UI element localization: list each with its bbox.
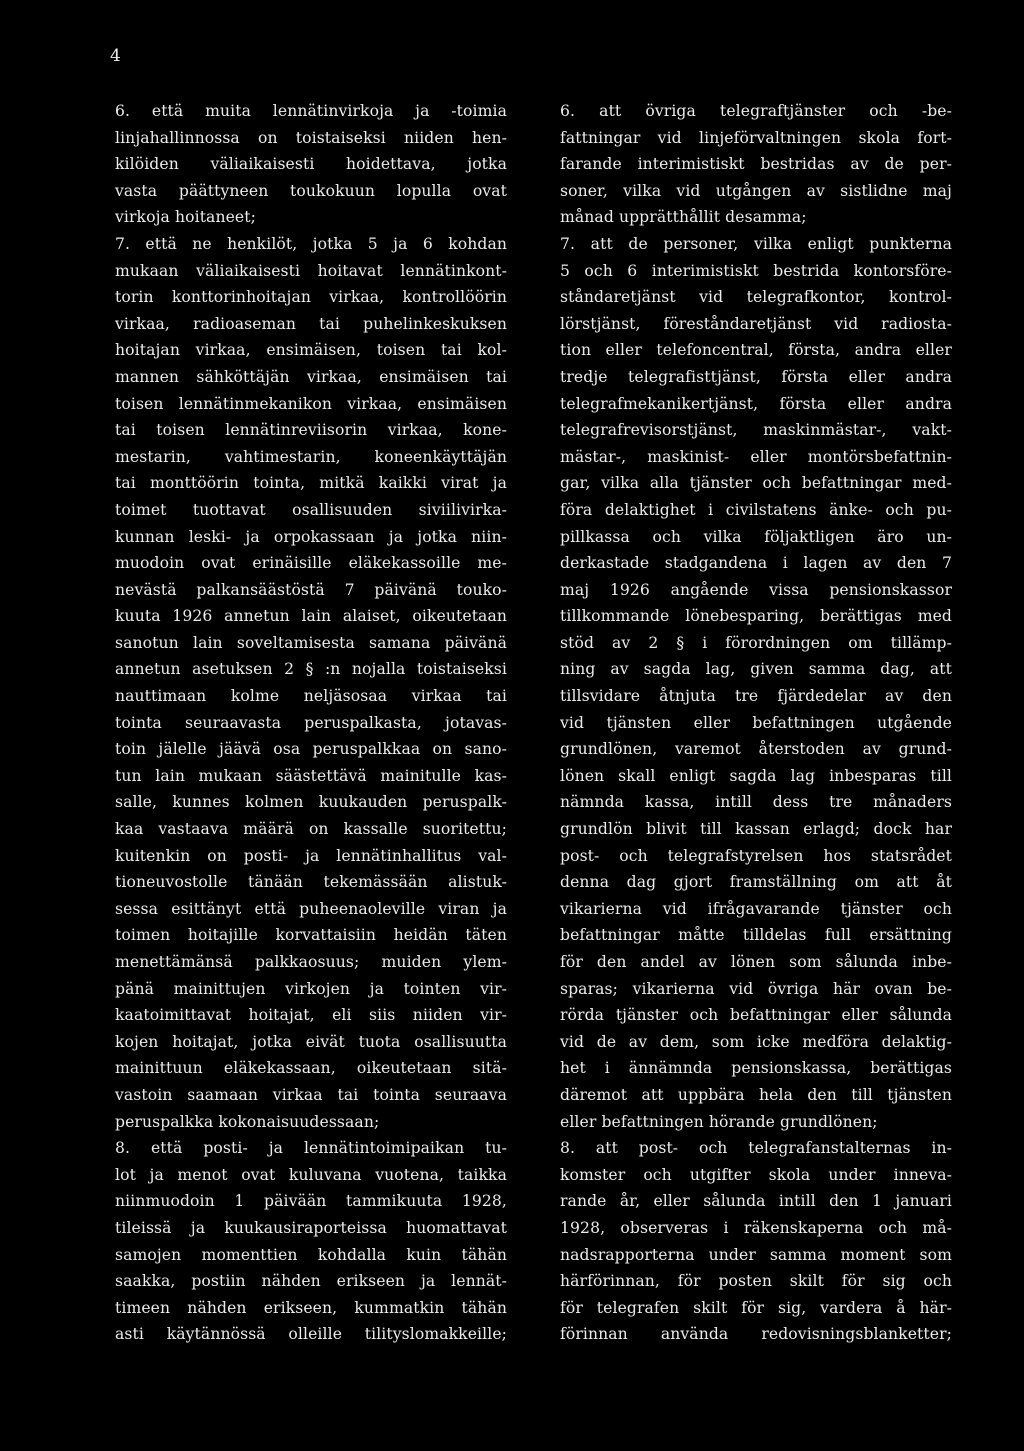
finnish-text-line: tai monttöörin tointa, mitkä kaikki virat ja xyxy=(115,474,507,493)
finnish-text-line: mestarin, vahtimestarin, koneenkäyttäjän xyxy=(115,447,507,466)
swedish-text-line: ning av sagda lag, given samma dag, att xyxy=(560,660,952,679)
swedish-text-line: rande år, eller sålunda intill den 1 januari xyxy=(560,1192,952,1211)
swedish-text-line: rörda tjänster och befattningar eller sålunda xyxy=(560,1006,952,1025)
finnish-text-line: kaatoimittavat hoitajat, eli siis niiden vir- xyxy=(115,1006,507,1025)
swedish-text-line: vikarierna vid ifrågavarande tjänster och xyxy=(560,899,952,918)
finnish-text-line: timeen nähden erikseen, kummatkin tähän xyxy=(115,1298,507,1317)
finnish-text-line: sessa esittänyt että puheenaoleville viran ja xyxy=(115,899,507,918)
finnish-text-line: toimet tuottavat osallisuuden siviilivirka- xyxy=(115,500,507,519)
swedish-column xyxy=(560,98,952,1348)
swedish-text-line: 6. att övriga telegraftjänster och -be- xyxy=(560,102,952,120)
swedish-text-line: vid tjänsten eller befattningen utgående xyxy=(560,713,952,732)
swedish-text-line: het i ännämnda pensionskassa, berättigas xyxy=(560,1059,952,1078)
page-number: 4 xyxy=(110,46,121,66)
finnish-text-line: peruspalkka kokonaisuudessaan; xyxy=(115,1112,380,1131)
finnish-text-line: niinmuodoin 1 päivään tammikuuta 1928, xyxy=(115,1192,507,1211)
swedish-text-line: nämnda kassa, intill dess tre månaders xyxy=(560,793,952,812)
finnish-text-line: kuitenkin on posti- ja lennätinhallitus val- xyxy=(115,846,507,865)
swedish-text-line: tillkommande lönebesparing, berättigas med xyxy=(560,607,952,626)
swedish-text-line: månad upprätthållit desamma; xyxy=(560,208,807,227)
finnish-text-line: saakka, postiin nähden erikseen ja lennät- xyxy=(115,1272,507,1291)
swedish-text-line: soner, vilka vid utgången av sistlidne maj xyxy=(560,181,952,200)
swedish-text-line: 5 och 6 interimistiskt bestrida kontorsföre- xyxy=(560,261,952,280)
finnish-text-line: samojen momenttien kohdalla kuin tähän xyxy=(115,1245,507,1264)
finnish-text-line: mainittuun eläkekassaan, oikeutetaan sitä- xyxy=(115,1059,507,1078)
swedish-text-line: befattningar måtte tilldelas full ersättning xyxy=(560,926,952,945)
finnish-text-line: tileissä ja kuukausiraporteissa huomattavat xyxy=(115,1218,507,1237)
swedish-text-line: härförinnan, för posten skilt för sig och xyxy=(560,1272,952,1291)
finnish-text-line: menettämänsä palkkaosuus; muiden ylem- xyxy=(115,953,507,971)
swedish-text-line: lönen skall enligt sagda lag inbesparas till xyxy=(560,766,952,785)
finnish-text-line: muodoin ovat erinäisille eläkekassoille me- xyxy=(115,554,507,573)
finnish-text-line: lot ja menot ovat kuluvana vuotena, taikka xyxy=(115,1165,507,1184)
swedish-text-line: 1928, observeras i räkenskaperna och må- xyxy=(560,1218,952,1237)
swedish-text-line: för den andel av lönen som sålunda inbe- xyxy=(560,953,952,971)
swedish-text-line: maj 1926 angående vissa pensionskassor xyxy=(560,580,952,599)
swedish-text-line: föra delaktighet i civilstatens änke- och pu- xyxy=(560,500,952,519)
finnish-text-line: kunnan leski- ja orpokassaan ja jotka niin- xyxy=(115,527,507,546)
finnish-text-line: toimen hoitajille korvattaisiin heidän täten xyxy=(115,926,507,945)
swedish-text-line: eller befattningen hörande grundlönen; xyxy=(560,1112,878,1131)
swedish-text-line: pillkassa och vilka följaktligen äro un- xyxy=(560,527,952,546)
finnish-text-line: virkaa, radioaseman tai puhelinkeskuksen xyxy=(115,314,507,333)
finnish-text-line: tointa seuraavasta peruspalkasta, jotavas- xyxy=(115,713,507,732)
swedish-text-line: tredje telegrafisttjänst, första eller andra xyxy=(560,367,952,386)
swedish-text-line: telegrafrevisorstjänst, maskinmästar-, vakt- xyxy=(560,421,952,440)
finnish-text-line: torin konttorinhoitajan virkaa, kontrollöörin xyxy=(115,288,507,307)
finnish-text-line: kuuta 1926 annetun lain alaiset, oikeutetaan xyxy=(115,607,507,626)
finnish-text-line: tun lain mukaan säästettävä mainitulle kas- xyxy=(115,766,507,785)
swedish-text-line: grundlönen, varemot återstoden av grund- xyxy=(560,740,952,759)
swedish-text-line: gar, vilka alla tjänster och befattningar med- xyxy=(560,474,952,493)
swedish-text-line: för telegrafen skilt för sig, vardera å här- xyxy=(560,1298,952,1317)
finnish-text-line: tioneuvostolle tänään tekemässään alistuk- xyxy=(115,873,507,892)
swedish-text-line: tion eller telefoncentral, första, andra eller xyxy=(560,341,952,360)
finnish-text-line: virkoja hoitaneet; xyxy=(115,208,256,227)
finnish-text-line: linjahallinnossa on toistaiseksi niiden hen- xyxy=(115,128,507,147)
swedish-text-line: vid de av dem, som icke medföra delaktig- xyxy=(560,1032,952,1051)
finnish-text-line: 6. että muita lennätinvirkoja ja -toimia xyxy=(115,102,507,120)
swedish-text-line: grundlön blivit till kassan erlagd; dock har xyxy=(560,820,952,839)
finnish-text-line: nevästä palkansäästöstä 7 päivänä touko- xyxy=(115,580,507,599)
finnish-text-line: kojen hoitajat, jotka eivät tuota osallisuutta xyxy=(115,1032,507,1051)
swedish-text-line: förinnan använda redovisningsblanketter; xyxy=(560,1325,952,1344)
swedish-text-line: sparas; vikarierna vid övriga här ovan be- xyxy=(560,979,952,998)
finnish-text-line: annetun asetuksen 2 § :n nojalla toistaiseksi xyxy=(115,660,507,679)
swedish-text-line: däremot att uppbära hela den till tjänsten xyxy=(560,1085,952,1104)
finnish-text-line: nauttimaan kolme neljäsosaa virkaa tai xyxy=(115,687,507,706)
finnish-text-line: vasta päättyneen toukokuun lopulla ovat xyxy=(115,181,507,200)
swedish-text-line: lörstjänst, föreståndaretjänst vid radiosta- xyxy=(560,314,952,333)
finnish-text-line: mannen sähköttäjän virkaa, ensimäisen tai xyxy=(115,367,507,386)
swedish-text-line: fattningar vid linjeförvaltningen skola fort- xyxy=(560,128,952,147)
finnish-text-line: kaa vastaava määrä on kassalle suoritettu; xyxy=(115,820,507,839)
swedish-text-line: 8. att post- och telegrafanstalternas in- xyxy=(560,1139,952,1158)
swedish-text-line: derkastade stadgandena i lagen av den 7 xyxy=(560,554,952,573)
finnish-text-line: 8. että posti- ja lennätintoimipaikan tu- xyxy=(115,1139,507,1158)
finnish-text-line: pänä mainittujen virkojen ja tointen vir- xyxy=(115,979,507,998)
swedish-text-line: post- och telegrafstyrelsen hos statsrådet xyxy=(560,846,952,865)
swedish-text-line: tillsvidare åtnjuta tre fjärdedelar av den xyxy=(560,687,952,706)
finnish-text-line: mukaan väliaikaisesti hoitavat lennätinkont- xyxy=(115,261,507,280)
finnish-text-line: tai toisen lennätinreviisorin virkaa, kone- xyxy=(115,421,507,440)
swedish-text-line: nadsrapporterna under samma moment som xyxy=(560,1245,952,1264)
finnish-text-line: 7. että ne henkilöt, jotka 5 ja 6 kohdan xyxy=(115,234,507,253)
finnish-text-line: salle, kunnes kolmen kuukauden peruspalk- xyxy=(115,793,507,812)
finnish-text-line: kilöiden väliaikaisesti hoidettava, jotka xyxy=(115,155,507,174)
swedish-text-line: stöd av 2 § i förordningen om tillämp- xyxy=(560,633,952,652)
swedish-text-line: mästar-, maskinist- eller montörsbefattnin- xyxy=(560,447,952,466)
finnish-text-line: hoitajan virkaa, ensimäisen, toisen tai kol- xyxy=(115,341,507,360)
finnish-column xyxy=(115,98,507,1348)
swedish-text-line: 7. att de personer, vilka enligt punkterna xyxy=(560,234,952,253)
swedish-text-line: ståndaretjänst vid telegrafkontor, kontrol- xyxy=(560,288,952,307)
swedish-text-line: komster och utgifter skola under inneva- xyxy=(560,1165,952,1184)
swedish-text-line: farande interimistiskt bestridas av de per- xyxy=(560,155,952,174)
swedish-text-line: telegrafmekanikertjänst, första eller andra xyxy=(560,394,952,413)
finnish-text-line: sanotun lain soveltamisesta samana päivänä xyxy=(115,633,507,652)
finnish-text-line: toisen lennätinmekanikon virkaa, ensimäisen xyxy=(115,394,507,413)
finnish-text-line: asti käytännössä olleille tilityslomakkeille; xyxy=(115,1325,507,1344)
swedish-text-line: denna dag gjort framställning om att åt xyxy=(560,873,952,892)
finnish-text-line: toin jälelle jäävä osa peruspalkkaa on sano- xyxy=(115,740,507,759)
finnish-text-line: vastoin saamaan virkaa tai tointa seuraava xyxy=(115,1085,507,1104)
